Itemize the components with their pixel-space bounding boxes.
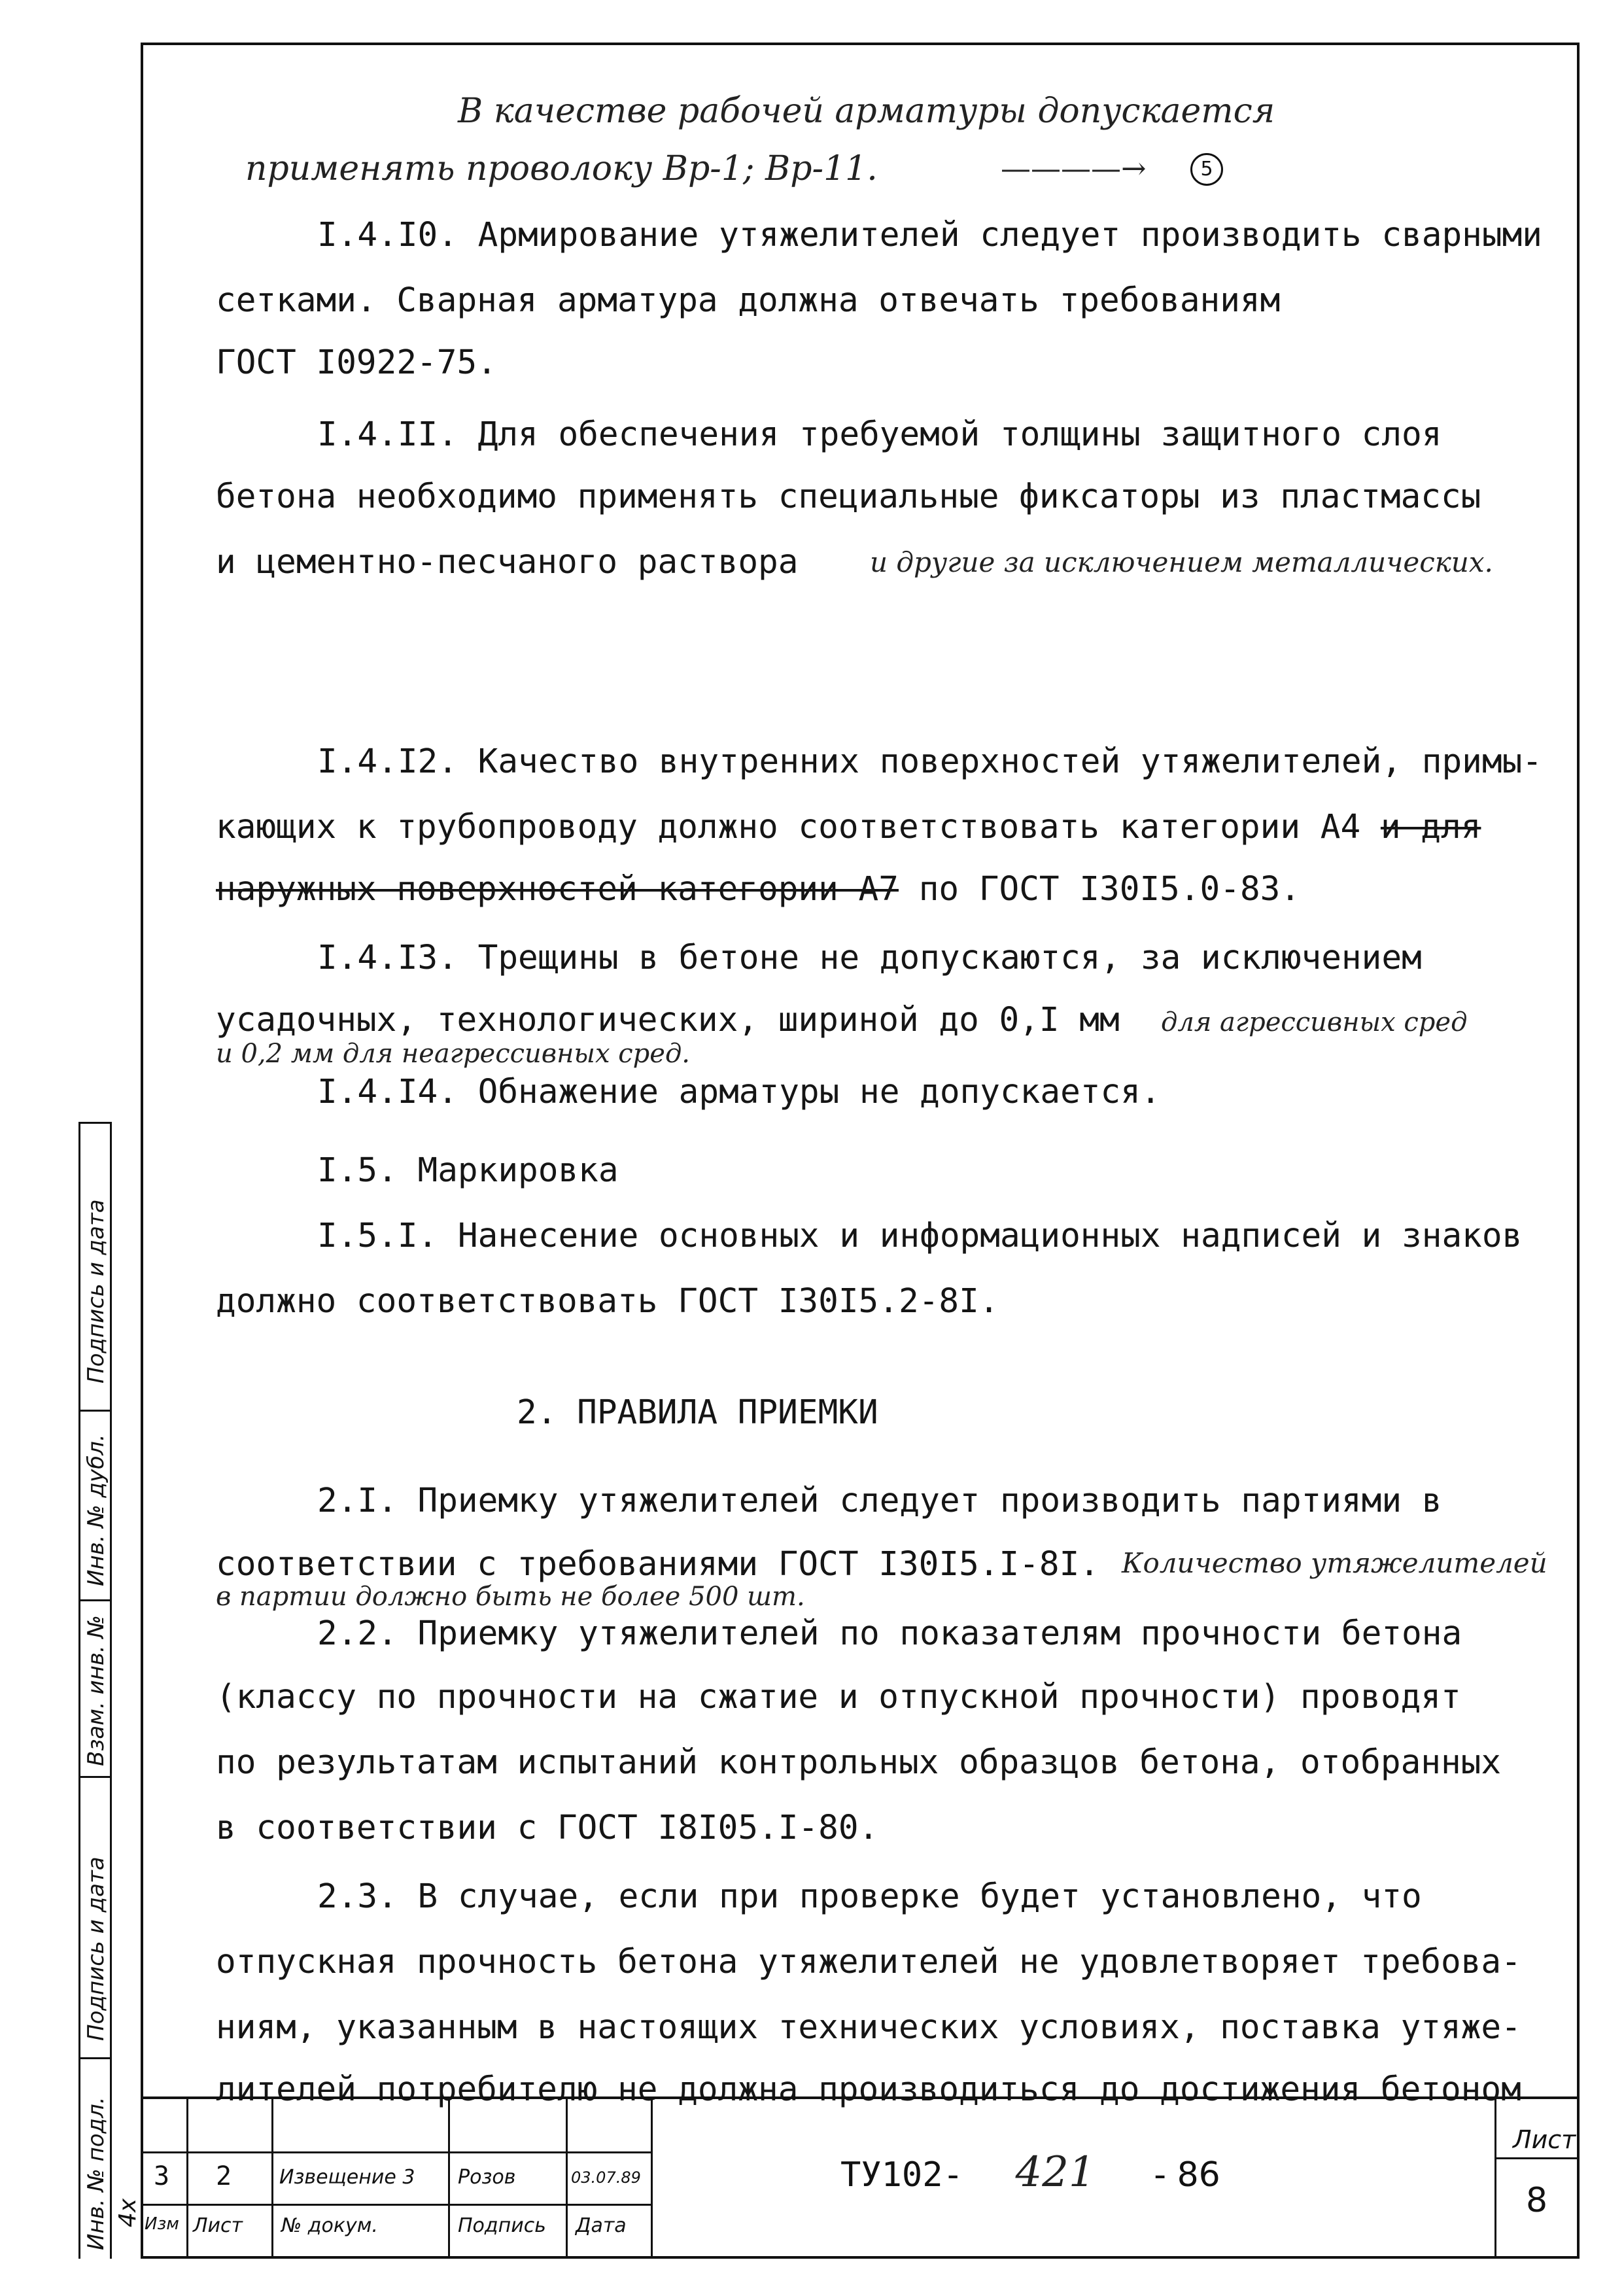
side-stamp (78, 1122, 141, 2259)
side-label-sign-date-2: Подпись и дата (83, 1856, 109, 2041)
rev-col-divider (271, 2099, 273, 2259)
p1410-line2: сетками. Сварная арматура должна отвечать требованиям (216, 281, 1281, 320)
p1412-line2 (216, 808, 1481, 846)
p1411-line3: и цементно-песчаного раствора (216, 543, 799, 582)
p21-handwritten1: Количество утяжелителей (1122, 1547, 1547, 1579)
sheet-label: Лист (1513, 2125, 1576, 2154)
arrow-mark: ————→ (1001, 150, 1147, 186)
header-list: Лист (193, 2214, 243, 2237)
p15-heading: I.5. Маркировка (317, 1151, 619, 1190)
side-cell-divider (80, 1410, 110, 1412)
p1413-line1: I.4.I3. Трещины в бетоне не допускаются, за исключением (317, 939, 1422, 977)
p1411-line2: бетона необходимо применять специальные фиксаторы из пластмассы (216, 478, 1481, 516)
p21-line2: соответствии с требованиями ГОСТ I30I5.I-8I. (216, 1545, 1100, 1584)
p1412-line1: I.4.I2. Качество внутренних поверхностей утяжелителей, примы- (317, 742, 1542, 781)
side-label-orig-inv: Инв. № подл. (83, 2096, 109, 2250)
side-label-sign-date-1: Подпись и дата (83, 1199, 109, 1383)
p23-line1: 2.3. В случае, если при проверке будет установлено, что (317, 1877, 1422, 1916)
title-block (141, 2096, 1580, 2259)
rev-col-divider (566, 2099, 568, 2259)
side-cell-divider (80, 1599, 110, 1601)
p1411-line1: I.4.II. Для обеспечения требуемой толщины защитного слоя (317, 415, 1442, 454)
p1412-line3-struck: наружных поверхностей категории А7 (216, 870, 899, 909)
p23-line4: лителей потребителю не должна производиться до достижения бетоном (216, 2070, 1521, 2109)
p1411-handwritten: и другие за исключением металлических. (870, 546, 1493, 578)
side-cell-divider (80, 1776, 110, 1778)
rev-row-divider (141, 2204, 651, 2206)
header-doc: № докум. (281, 2214, 378, 2237)
p23-line3: ниям, указанным в настоящих технических условиях, поставка утяже- (216, 2008, 1521, 2047)
p1410-line1: I.4.I0. Армирование утяжелителей следует производить сварными (317, 216, 1542, 254)
handwritten-note-line2: применять проволоку Вр-1; Вр-11. (245, 149, 878, 188)
p21-handwritten2: в партии должно быть не более 500 шт. (216, 1582, 805, 1612)
side-handwritten-mark: 4х (114, 2198, 141, 2227)
header-date: Дата (576, 2214, 627, 2237)
section2-heading: 2. ПРАВИЛА ПРИЕМКИ (517, 1393, 878, 1432)
document-code (840, 2148, 1220, 2197)
rev-col-divider (141, 2099, 143, 2259)
doc-code-suffix: - 86 (1154, 2155, 1220, 2195)
p1414: I.4.I4. Обнажение арматуры не допускается. (317, 1073, 1161, 1111)
p1412-line3-text: по ГОСТ I30I5.0-83. (918, 870, 1301, 909)
p151-line2: должно соответствовать ГОСТ I30I5.2-8I. (216, 1282, 999, 1321)
p22-line1: 2.2. Приемку утяжелителей по показателям прочности бетона (317, 1614, 1462, 1653)
side-label-dup-inv: Инв. № дубл. (83, 1434, 109, 1586)
sheet-number: 8 (1526, 2181, 1548, 2220)
p21-line1: 2.I. Приемку утяжелителей следует производить партиями в (317, 1482, 1442, 1520)
doc-code-prefix: ТУ102- (840, 2155, 963, 2195)
p1410-line3: ГОСТ I0922-75. (216, 343, 497, 382)
side-cell-divider (80, 2057, 110, 2059)
rev-col-divider (186, 2099, 188, 2259)
side-label-replace-inv: Взам. инв. № (83, 1615, 109, 1766)
p23-line2: отпускная прочность бетона утяжелителей не удовлетворяет требова- (216, 1943, 1521, 1981)
p1412-line2-struck: и для (1380, 808, 1481, 846)
p22-line3: по результатам испытаний контрольных образцов бетона, отобранных (216, 1743, 1502, 1782)
rev-sheet: 2 (216, 2161, 232, 2191)
rev-col-divider (651, 2099, 653, 2259)
circle-revision-number: 5 (1200, 158, 1213, 181)
rev-row-divider (141, 2151, 651, 2153)
sheet-number-box (1494, 2099, 1580, 2259)
side-cell-divider (80, 1122, 110, 1124)
rev-num: 3 (154, 2161, 170, 2191)
p1413-handwritten2: и 0,2 мм для неагрессивных сред. (216, 1039, 691, 1069)
rev-col-divider (448, 2099, 450, 2259)
p151-line1: I.5.I. Нанесение основных и информационных надписей и знаков (317, 1217, 1523, 1255)
circle-revision-mark (1190, 153, 1223, 186)
p22-line2: (классу по прочности на сжатие и отпускной прочности) проводят (216, 1678, 1461, 1716)
p1413-line2: усадочных, технологических, шириной до 0,I мм (216, 1001, 1120, 1039)
revision-table (141, 2099, 651, 2259)
p1412-line2-text: кающих к трубопроводу должно соответствовать категории А4 (216, 808, 1361, 846)
p22-line4: в соответствии с ГОСТ I8I05.I-80. (216, 1809, 879, 1847)
p1412-line3 (216, 870, 1300, 909)
rev-date: 03.07.89 (571, 2168, 641, 2187)
p1413-handwritten1: для агрессивных сред (1161, 1007, 1468, 1037)
doc-code-number: 421 (1015, 2148, 1096, 2197)
header-izm: Изм (145, 2214, 179, 2234)
handwritten-note-line1: В качестве рабочей арматуры допускается (458, 92, 1275, 131)
side-stamp-values-column (110, 1122, 143, 2259)
rev-doc: Извещение 3 (279, 2166, 415, 2189)
header-sign: Подпись (458, 2214, 546, 2237)
rev-sign: Розов (458, 2166, 516, 2189)
sheet-header (1496, 2099, 1580, 2159)
